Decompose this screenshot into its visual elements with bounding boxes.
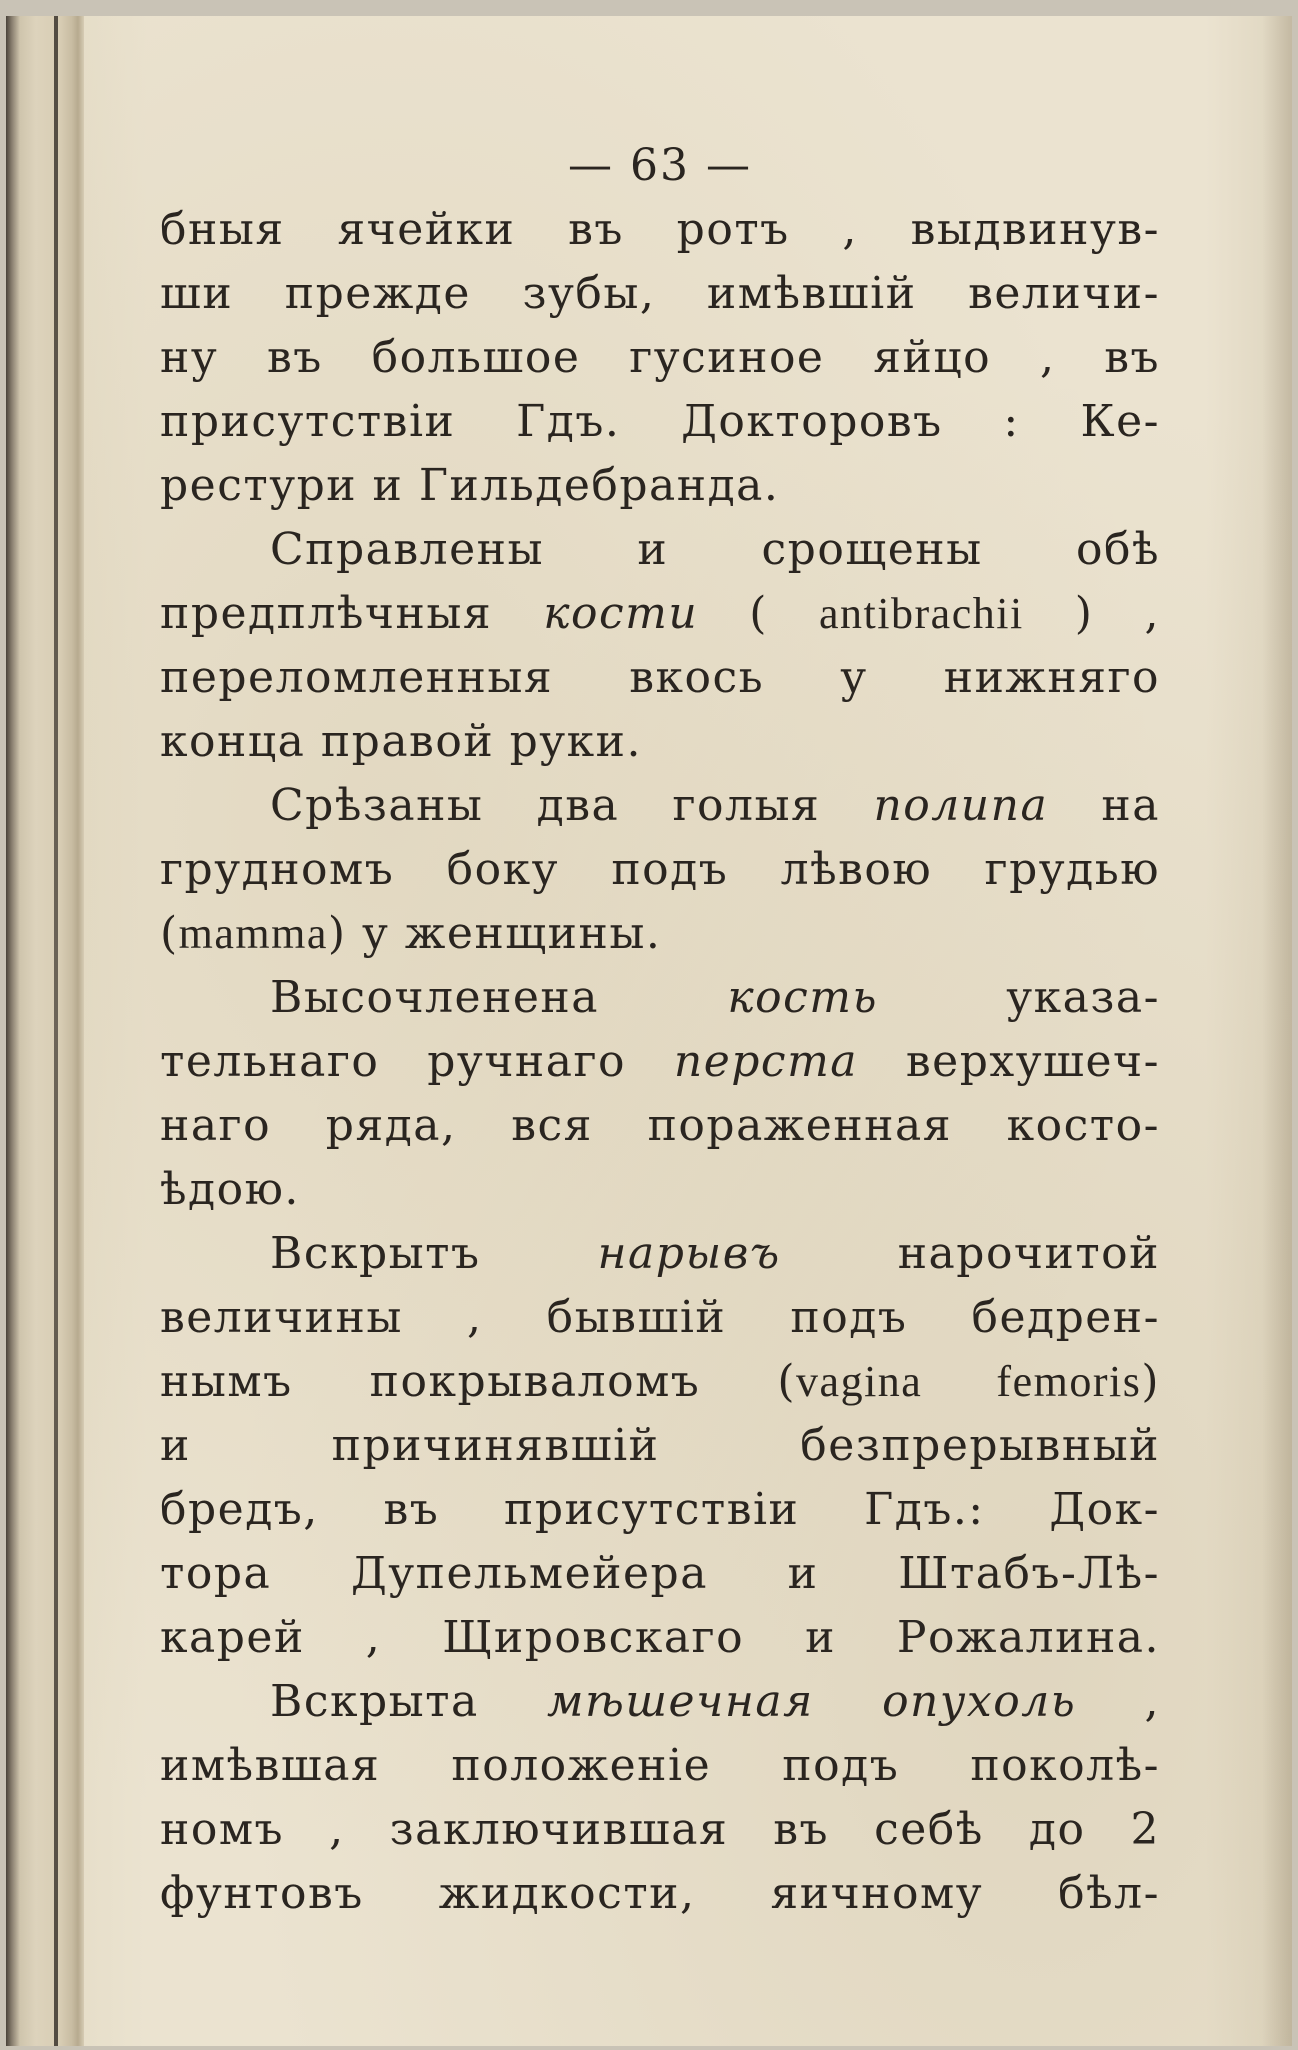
text-segment: ( — [698, 588, 820, 639]
text-segment: Вскрытъ — [270, 1228, 598, 1279]
text-segment: , — [1076, 1676, 1160, 1727]
text-segment: наго ряда, вся пораженная костo- — [160, 1100, 1160, 1151]
text-line — [160, 1030, 1160, 1094]
text-line — [160, 582, 1160, 646]
text-line — [160, 902, 1160, 966]
text-segment: имѣвшая положеніе подъ поколѣ- — [160, 1740, 1160, 1791]
text-segment: Справлены и срощены обѣ — [270, 524, 1160, 575]
text-line — [160, 774, 1160, 838]
text-segment: Срѣзаны два голыя — [270, 780, 874, 831]
latin-term: mamma — [178, 909, 328, 958]
text-line — [160, 1350, 1160, 1414]
text-segment: на — [1048, 780, 1160, 831]
text-line — [160, 1158, 1160, 1222]
text-line — [160, 326, 1160, 390]
text-segment: нарочитой — [780, 1228, 1160, 1279]
italic-term: полипа — [873, 780, 1049, 831]
text-segment: бредъ, въ присутствіи Гдъ.: Док- — [160, 1484, 1160, 1535]
text-line — [160, 1478, 1160, 1542]
text-segment: предплѣчныя — [160, 588, 544, 639]
text-segment: Высочленена — [270, 972, 728, 1023]
text-line — [160, 838, 1160, 902]
italic-term: перста — [673, 1036, 859, 1087]
text-line — [160, 710, 1160, 774]
text-line — [160, 1862, 1160, 1926]
text-segment: тора Дупельмейера и Штабъ-Лѣ- — [160, 1548, 1160, 1599]
text-line — [160, 1606, 1160, 1670]
text-lines — [160, 198, 1160, 1926]
page-number: — 63 — — [568, 140, 752, 191]
text-segment: верхушеч- — [858, 1036, 1160, 1087]
text-line — [160, 966, 1160, 1030]
text-segment: ну въ большое гусиное яйцо , въ — [160, 332, 1160, 383]
text-line — [160, 1670, 1160, 1734]
text-segment: тельнаго ручнаго — [160, 1036, 674, 1087]
text-line — [160, 262, 1160, 326]
text-line — [160, 1414, 1160, 1478]
text-segment: переломленныя вкось у нижняго — [160, 652, 1160, 703]
text-line — [160, 646, 1160, 710]
text-line — [160, 1286, 1160, 1350]
italic-term: кости — [543, 588, 699, 639]
text-segment: присутствіи Гдъ. Докторовъ : Ке- — [160, 396, 1160, 447]
text-block — [160, 138, 1160, 1926]
text-line — [160, 1542, 1160, 1606]
text-segment: ши прежде зубы, имѣвшій величи- — [160, 268, 1160, 319]
text-segment: рестури и Гильдебранда. — [160, 460, 780, 511]
text-line — [160, 390, 1160, 454]
text-segment: указа- — [877, 972, 1160, 1023]
text-segment: ) у женщины. — [327, 908, 662, 959]
text-segment: величины , бывшій подъ бедрен- — [160, 1292, 1160, 1343]
text-line — [160, 1798, 1160, 1862]
italic-term: нарывъ — [597, 1228, 781, 1279]
text-segment: карей , Щировскаго и Рожалина. — [160, 1612, 1160, 1663]
text-line — [160, 518, 1160, 582]
text-segment: ѣдою. — [160, 1164, 300, 1215]
text-segment: нымъ покрываломъ ( — [160, 1356, 797, 1407]
text-line — [160, 198, 1160, 262]
text-line — [160, 1094, 1160, 1158]
text-segment: бныя ячейки въ ротъ , выдвинув- — [160, 204, 1160, 255]
page-edge-shadow — [1262, 16, 1292, 2046]
text-segment: фунтовъ жидкости, яичному бѣл- — [160, 1868, 1160, 1919]
text-line — [160, 1222, 1160, 1286]
text-line — [160, 454, 1160, 518]
book-binding — [6, 16, 84, 2046]
text-segment: ( — [160, 908, 179, 959]
text-segment: грудномъ боку подъ лѣвою грудью — [160, 844, 1160, 895]
text-line — [160, 1734, 1160, 1798]
italic-term: кость — [727, 972, 878, 1023]
binding-edge-line — [54, 16, 58, 2046]
latin-term: antibrachii — [819, 589, 1024, 638]
text-segment: ) — [1141, 1356, 1160, 1407]
text-segment: номъ , заключившая въ себѣ до 2 — [160, 1804, 1160, 1855]
text-segment: конца правой руки. — [160, 716, 642, 767]
latin-term: vagina femoris — [796, 1357, 1142, 1406]
italic-term: мѣшечная опухоль — [547, 1676, 1077, 1727]
text-segment: и причинявшій безпрерывный — [160, 1420, 1160, 1471]
text-segment: ) , — [1023, 588, 1160, 639]
text-segment: Вскрыта — [270, 1676, 548, 1727]
